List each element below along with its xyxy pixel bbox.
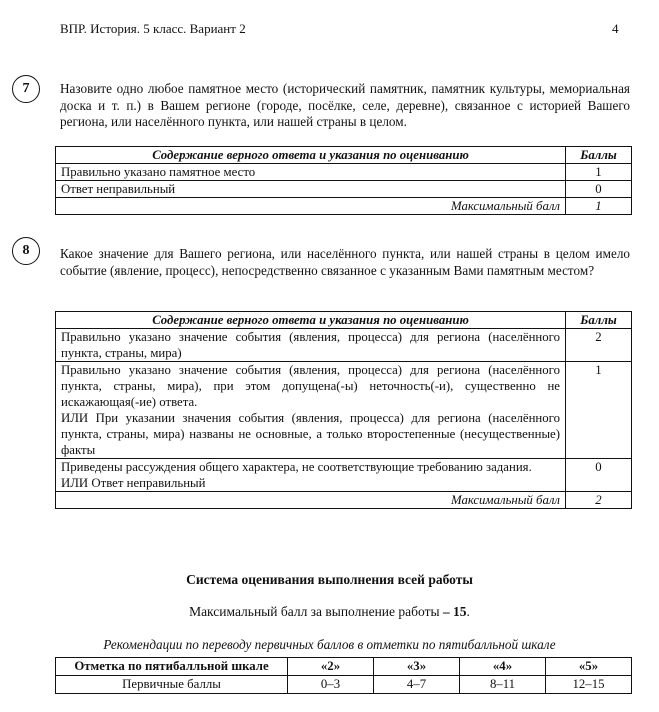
page-header-title: ВПР. История. 5 класс. Вариант 2 [60,21,246,36]
question-7-text: Назовите одно любое памятное место (исторический памятник, памятник культуры, мемориальная доска и т. п.) в Вашем регионе (городе, посёлке, селе, деревне), связанное с историей Вашего региона, или населённого пункта, или нашей страны в целом. [60,81,630,129]
max-total-dash: – [439,604,454,619]
max-score-row [56,198,632,215]
criterion-cell [56,362,566,459]
page-number: 4 [612,21,619,36]
criterion-text: Правильно указано значение события (явления, процесса) для региона (населённого пункта, страны, мира), при этом допущена(-ы) неточность(-и), существенно не искажающая(-ие) ответа. [61,363,560,409]
column-header-content: Содержание верного ответа и указания по оцениванию [56,147,566,164]
recommendation-title: Рекомендации по переводу первичных баллов в отметки по пятибалльной шкале [103,637,556,652]
table-row [56,164,632,181]
points-range-cell: 12–15 [546,676,632,694]
table-row [56,181,632,198]
grade-row-label: Отметка по пятибалльной шкале [56,658,288,676]
question-8-number: 8 [12,237,40,265]
criterion-cell [56,459,566,492]
criterion-alternative-text: ИЛИ При указании значения события (явления, процесса) для региона (населённого пункта, страны, мира) названы не основные, а только второстепенные (несущественные) факты [61,411,560,457]
grade-cell: «2» [288,658,374,676]
system-title: Система оценивания выполнения всей работы [186,572,473,587]
criterion-score: 2 [566,329,632,362]
grade-row [56,658,632,676]
max-score-value: 1 [566,198,632,215]
criterion-score: 1 [566,362,632,459]
table-row [56,362,632,459]
max-total-dot: . [466,604,470,619]
criterion-score: 1 [566,164,632,181]
question-7-number: 7 [12,75,40,103]
max-total-line [0,604,659,620]
points-range-cell: 4–7 [374,676,460,694]
column-header-score: Баллы [566,312,632,329]
grade-conversion-table [55,657,632,694]
max-total-text: Максимальный балл за выполнение работы [189,604,440,619]
criterion-score: 0 [566,181,632,198]
question-8-criteria-table [55,311,632,509]
criterion-alternative-text: ИЛИ Ответ неправильный [61,476,206,490]
criterion-score: 0 [566,459,632,492]
question-8-text: Какое значение для Вашего региона, или населённого пункта, или нашей страны в целом имело событие (явление, процесс), непосредственно связанное с указанным Вами памятным местом? [60,246,630,278]
max-score-value: 2 [566,492,632,509]
max-score-row [56,492,632,509]
criterion-text: Ответ неправильный [56,181,566,198]
criterion-text: Приведены рассуждения общего характера, не соответствующие требованию задания. [61,460,532,474]
table-row [56,459,632,492]
points-row-label: Первичные баллы [56,676,288,694]
max-score-label: Максимальный балл [56,492,566,509]
points-row [56,676,632,694]
table-header-row [56,147,632,164]
table-row [56,329,632,362]
table-header-row [56,312,632,329]
column-header-score: Баллы [566,147,632,164]
points-range-cell: 8–11 [460,676,546,694]
grade-cell: «5» [546,658,632,676]
criterion-text: Правильно указано значение события (явления, процесса) для региона (населённого пункта, страны, мира) [56,329,566,362]
max-total-value: 15 [453,604,467,619]
grade-cell: «4» [460,658,546,676]
points-range-cell: 0–3 [288,676,374,694]
question-7-criteria-table [55,146,632,215]
criterion-text: Правильно указано памятное место [56,164,566,181]
column-header-content: Содержание верного ответа и указания по оцениванию [56,312,566,329]
max-score-label: Максимальный балл [56,198,566,215]
grade-cell: «3» [374,658,460,676]
